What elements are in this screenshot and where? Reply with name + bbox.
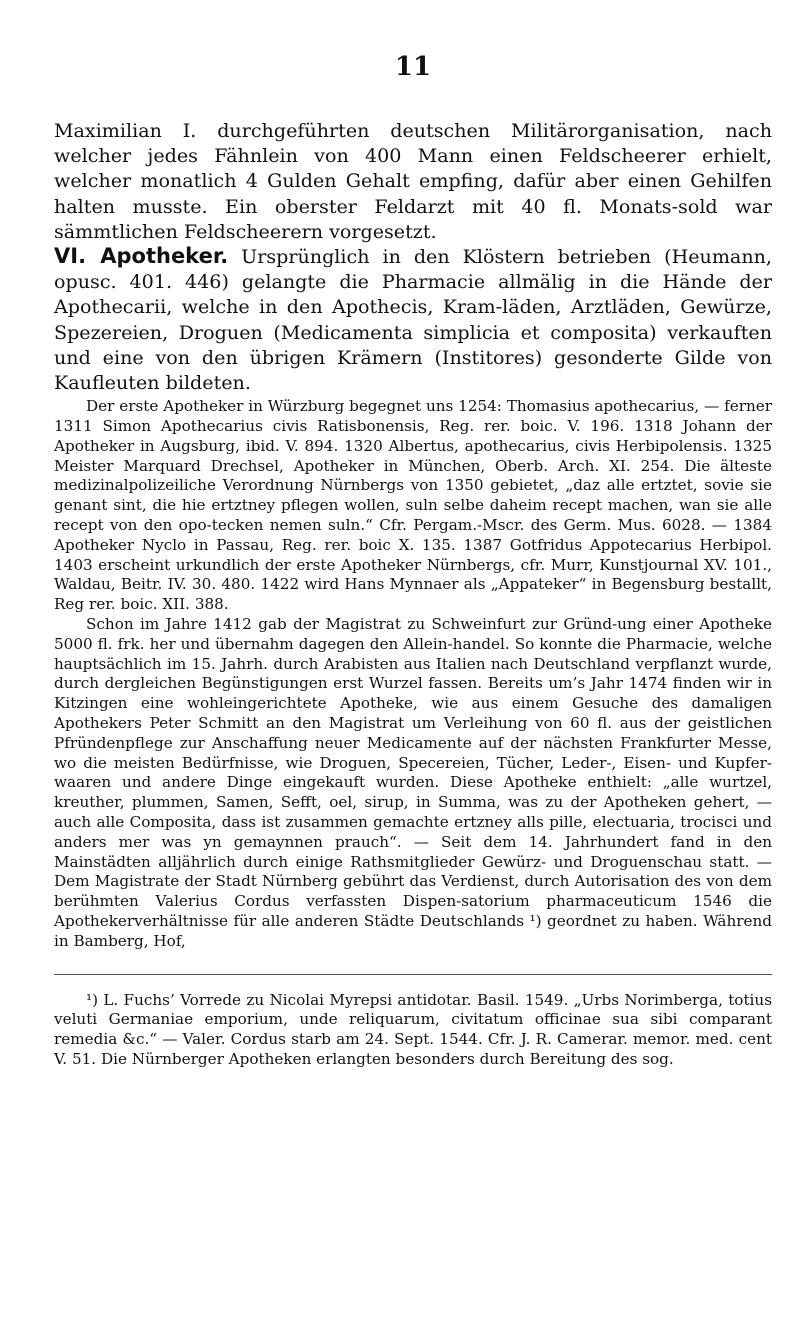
footnote: [54, 991, 772, 1070]
page-number: 11: [394, 52, 432, 82]
footnote-marker: ¹): [86, 990, 99, 1009]
section-heading: VI. Apotheker.: [54, 244, 229, 269]
footnote-text: L. Fuchs’ Vorrede zu Nicolai Myrepsi antidotar. Basil. 1549. „Urbs Norimberga, totius veluti Germaniae emporium, unde reliquarum, civitatum officinae sua sibi comparant remedia &c.“ — Valer. Cordus starb am 24. Sept. 1544. Cfr. J. R. Camerar. memor. med. cent V. 51. Die Nürnberger Apotheken erlangten besonders durch Bereitung des sog.: [54, 990, 772, 1068]
section-paragraph: [54, 244, 772, 395]
footnote-divider: [54, 974, 772, 975]
small-paragraph-2: Schon im Jahre 1412 gab der Magistrat zu Schweinfurt zur Gründ-ung einer Apotheke 5000 fl. frk. her und übernahm dagegen den Allein-handel. So konnte die Pharmacie, welche hauptsächlich im 15. Jahrh. durch Arabisten aus Italien nach Deutschland verpflanzt wurde, durch dergleichen Begünstigungen erst Wurzel fassen. Bereits um’s Jahr 1474 finden wir in Kitzingen eine wohleingerichtete Apotheke, wie aus einem Gesuche des damaligen Apothekers Peter Schmitt an den Magistrat um Verleihung von 60 fl. aus der geistlichen Pfründenpflege zur Anschaffung neuer Medicamente auf der nächsten Frankfurter Messe, wo die meisten Bedürfnisse, wie Droguen, Specereien, Tücher, Leder-, Eisen- und Kupfer-waaren und andere Dinge eingekauft wurden. Diese Apotheke enthielt: „alle wurtzel, kreuther, plummen, Samen, Sefft, oel, sirup, in Summa, was zu der Apotheken gehert, — auch alle Composita, dass ist zusammen gemachte ertzney alls pille, electuaria, trocisci und anders mer was yn gemaynnen prauch“. — Seit dem 14. Jahrhundert fand in den Mainstädten alljährlich durch einige Rathsmitglieder Gewürz- und Droguenschau statt. — Dem Magistrate der Stadt Nürnberg gebührt das Verdienst, durch Autorisation des von dem berühmten Valerius Cordus verfassten Dispen-satorium pharmaceuticum 1546 die Apothekerverhältnisse für alle anderen Städte Deutschlands ¹) geordnet zu haben. Während in Bamberg, Hof,: [54, 615, 772, 950]
small-paragraph-1: Der erste Apotheker in Würzburg begegnet uns 1254: Thomasius apothecarius, — ferner 1311 Simon Apothecarius civis Ratisbonensis, Reg. rer. boic. V. 196. 1318 Johann der Apotheker in Augsburg, ibid. V. 894. 1320 Albertus, apothecarius, civis Herbipolensis. 1325 Meister Marquard Drechsel, Apotheker in München, Oberb. Arch. XI. 254. Die älteste medizinalpolizeiliche Verordnung Nürnbergs von 1350 gebietet, „daz alle ertztet, sovie sie genant sint, die hie ertztney pflegen wollen, suln selbe daheim recept machen, wan sie alle recept von den opo-tecken nemen suln.“ Cfr. Pergam.-Mscr. des Germ. Mus. 6028. — 1384 Apotheker Nyclo in Passau, Reg. rer. boic X. 135. 1387 Gotfridus Appotecarius Herbipol. 1403 erscheint urkundlich der erste Apotheker Nürnbergs, cfr. Murr, Kunstjournal XV. 101., Waldau, Beitr. IV. 30. 480. 1422 wird Hans Mynnaer als „Appateker“ in Begensburg bestallt, Reg rer. boic. XII. 388.: [54, 397, 772, 614]
section-body: Ursprünglich in den Klöstern betrieben (Heumann, opusc. 401. 446) gelangte die Pharmacie allmälig in die Hände der Apothecarii, welche in den Apothecis, Kram-läden, Arztläden, Gewürze, Spezereien, Droguen (Medicamenta simplicia et composita) verkauften und eine von den übrigen Krämern (Institores) gesonderte Gilde von Kaufleuten bildeten.: [54, 245, 772, 395]
intro-paragraph: Maximilian I. durchgeführten deutschen Militärorganisation, nach welcher jedes Fähnlein von 400 Mann einen Feldscheerer erhielt, welcher monatlich 4 Gulden Gehalt empfing, dafür aber einen Gehilfen halten musste. Ein oberster Feldarzt mit 40 fl. Monats-sold war sämmtlichen Feldscheerern vorgesetzt.: [54, 119, 772, 243]
book-page: [54, 0, 772, 1317]
